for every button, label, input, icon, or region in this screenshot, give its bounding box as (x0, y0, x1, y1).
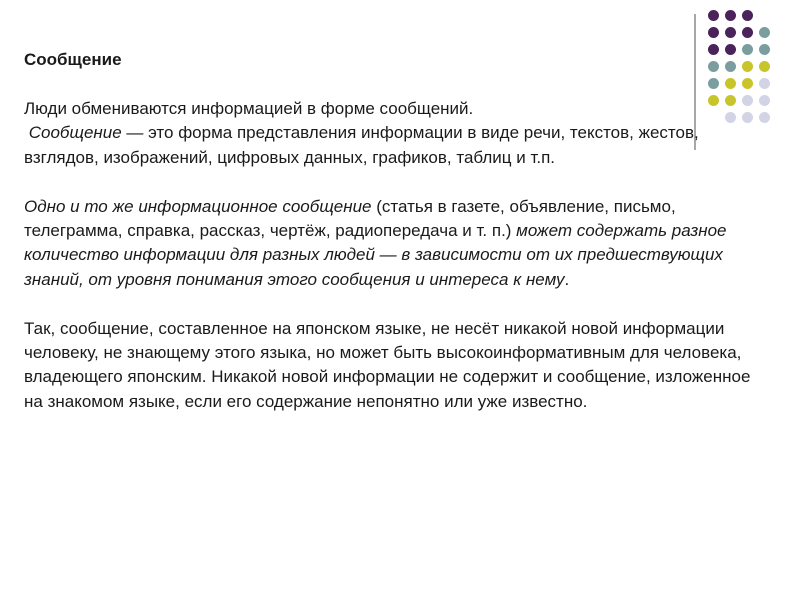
decorative-dot (725, 61, 736, 72)
decorative-dot (742, 44, 753, 55)
decorative-dot (708, 10, 719, 21)
definition-text: — это форма представления информации в виде речи, текстов, жестов, взглядов, изображений, цифровых данных, графиков, таблиц и т.п. (24, 123, 699, 167)
decorative-dot (708, 44, 719, 55)
decorative-dot (725, 44, 736, 55)
decorative-dot (759, 44, 770, 55)
definition-term: Сообщение (28, 123, 122, 143)
decorative-dot (725, 10, 736, 21)
decorative-dot (708, 27, 719, 38)
same-message-claim: может содержать разное количество информации для разных людей — в зависимости от их предшествующих знаний, от уровня понимания этого сообщения и интереса к нему (24, 221, 727, 289)
paragraph-intro: Люди обмениваются информацией в форме сообщений. (24, 99, 474, 118)
same-message-end: . (564, 269, 570, 289)
decorative-dot (742, 27, 753, 38)
decorative-dot (725, 27, 736, 38)
decorative-dot (759, 78, 770, 89)
slide-title: Сообщение (24, 50, 122, 69)
same-message-examples: (статья в газете, объявление, письмо, телеграмма, справка, рассказ, чертёж, радиопередача и т. п.) (24, 196, 676, 241)
paragraph-same-message (24, 195, 764, 293)
decorative-dot (742, 10, 753, 21)
decorative-dot (759, 27, 770, 38)
decorative-dot (742, 78, 753, 89)
decorative-dot (759, 61, 770, 72)
paragraph-definition (24, 121, 764, 170)
spacer (24, 170, 764, 194)
decorative-dot (742, 61, 753, 72)
same-message-lead: Одно и то же информационное сообщение (24, 196, 372, 216)
paragraph-japanese-example: Так, сообщение, составленное на японском языке, не несёт никакой новой информации человеку, не знающему этого языка, но может быть высокоинформативным для человека, владеющего японским. Никакой новой информации не содержит и сообщение, изложенное на знакомом языке, если его содержание непонятно или уже известно. (24, 318, 751, 411)
decorative-dot (725, 78, 736, 89)
decorative-dot (708, 78, 719, 89)
spacer (24, 292, 764, 316)
decorative-dot (708, 61, 719, 72)
slide-body (24, 97, 764, 414)
